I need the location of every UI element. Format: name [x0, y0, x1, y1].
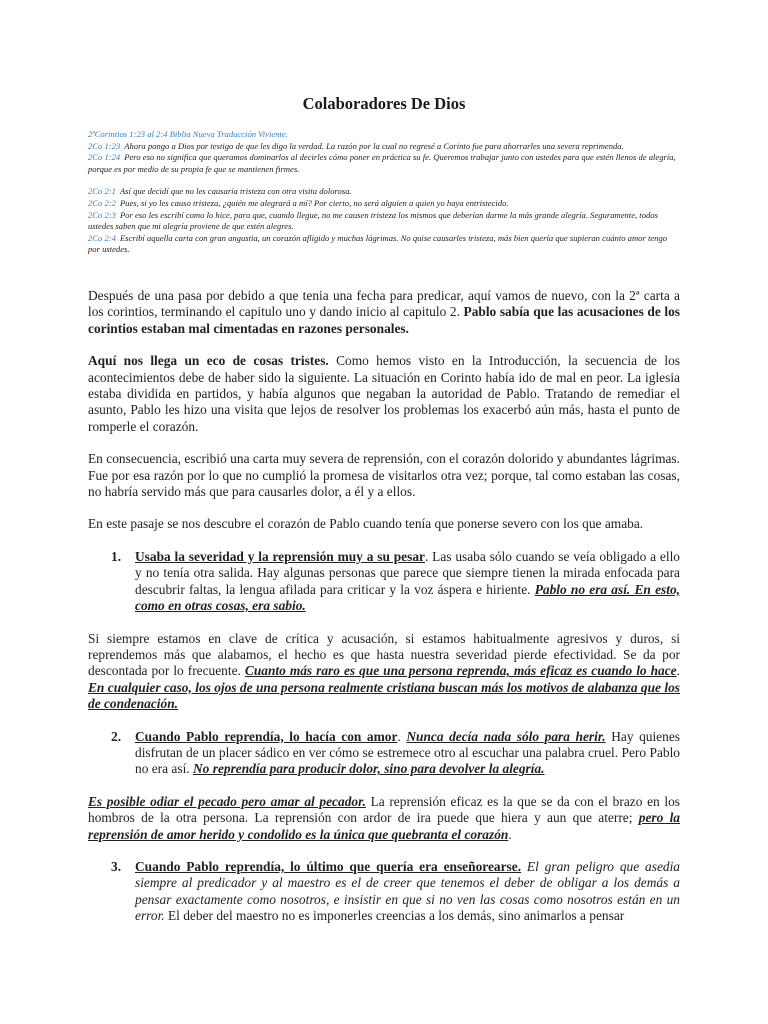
document-body — [88, 288, 680, 941]
item-number: 1. — [111, 548, 122, 564]
text-run: . Las usaba sólo cuando se veía obligado a ello y no tenía otra salida. Hay algunas personas que parece que siempre tienen la mirada enfocada para descubrir faltas, la lengua afilada para criticar y la voz áspera e hiriente. — [135, 548, 680, 597]
bold-italic-underline-run: pero la reprensión de amor herido y condolido es la única que quebranta el corazón — [88, 810, 680, 842]
verse-line — [88, 152, 680, 175]
bold-italic-underline-run: Nunca decía nada sólo para herir. — [406, 728, 606, 744]
italic-run: El gran peligro que asedia siempre al predicador y al maestro es el de creer que tenemos el deber de obligar a los demás a pensar exactamente como nosotros, e insistir en que si no ven las cosas como nosotros están en un error. — [135, 858, 680, 924]
verse-text: Ahora pongo a Dios por testigo de que les digo la verdad. La razón por la cual no regresé a Corinto fue para ahorrarles una severa reprimenda. — [124, 140, 624, 151]
paragraph-echo — [88, 353, 680, 435]
paragraph-criticism — [88, 631, 680, 713]
scripture-references — [88, 129, 680, 256]
scripture-header — [88, 129, 680, 141]
document-title: Colaboradores De Dios — [302, 94, 466, 113]
verse-ref: 2Co 2:2 — [88, 197, 116, 208]
text-run: Si siempre estamos en clave de crítica y acusación, si estamos habitualmente agresivos y duros, si reprendemos más que alabamos, el hecho es que hasta nuestra severidad pierde efectividad. Se da por descontada por lo frecuente. — [88, 630, 680, 679]
bold-italic-underline-run: En cualquier caso, los ojos de una persona realmente cristiana buscan más los motivos de alabanza que los de condenación. — [88, 679, 680, 712]
verse-text: Por eso les escribí como lo hice, para que, cuando llegue, no me causen tristeza los mismos que deberían darme la más grande alegría. Seguramente, todos ustedes saben que mi alegría proviene de que estén alegres. — [88, 209, 658, 232]
bold-italic-underline-run: Pablo no era así. En esto, como en otras cosas, era sabio. — [135, 581, 680, 614]
text-run: Después de una pasa por debido a que tenia una fecha para predicar, aquí vamos de nuevo, con la 2ª carta a los corintios, terminando el capitulo uno y dando inicio al capitulo 2. — [88, 288, 680, 320]
paragraph-heart: En este pasaje se nos descubre el corazón de Pablo cuando tenía que ponerse severo con los que amaba. — [88, 516, 644, 532]
text-run: . — [676, 663, 680, 679]
verse-line — [88, 186, 680, 198]
bold-run: Pablo sabía que las acusaciones de los corintios estaban mal cimentadas en razones personales. — [88, 304, 680, 336]
text-run: . — [397, 728, 407, 744]
verse-ref: 2Co 1:23 — [88, 140, 121, 151]
bold-italic-underline-run: Cuanto más raro es que una persona reprenda, más eficaz es cuando lo hace — [244, 663, 677, 679]
bold-underline-run: Cuando Pablo reprendía, lo último que quería era enseñorearse. — [135, 858, 522, 874]
scripture-header-text: 2ªCorintios 1:23 al 2:4 Biblia Nueva Traducción Viviente. — [88, 129, 288, 139]
bold-italic-underline-run: No reprendía para producir dolor, sino para devolver la alegría. — [193, 761, 545, 777]
numbered-item-1 — [88, 549, 680, 615]
text-run: La reprensión eficaz es la que se da con el brazo en los hombros de la otra persona. La reprensión con ardor de ira puede que hiera y aun que aterre; — [88, 793, 680, 826]
verse-text: Escribí aquella carta con gran angustia, un corazón afligido y muchas lágrimas. No quise causarles tristeza, más bien quería que supieran cuánto amor tengo por ustedes. — [88, 232, 668, 255]
bold-underline-run: Cuando Pablo reprendía, lo hacía con amor — [135, 728, 398, 744]
verse-text: Pero eso no significa que queramos dominarlos al decirles cómo poner en práctica su fe. Queremos trabajar junto con ustedes para que estén llenos de alegría, porque es por medio de su propia fe que se mantienen firmes. — [88, 152, 676, 174]
text-run: . — [508, 826, 512, 842]
verse-line — [88, 198, 680, 210]
verse-text: Así que decidí que no les causaría tristeza con otra visita dolorosa. — [119, 186, 352, 197]
paragraph-intro — [88, 288, 680, 337]
bold-italic-underline-run: Es posible odiar el pecado pero amar al pecador. — [88, 793, 366, 809]
text-run: Como hemos visto en la Introducción, la secuencia de los acontecimientos debe de haber sido la siguiente. La situación en Corinto había ido de mal en peor. La iglesia estaba dividida en partidos, y había algunos que negaban la autoridad de Pablo. Tratando de remediar el asunto, Pablo les hizo una visita que lejos de resolver los problemas los exacerbó aún más, hasta el punto de romperle el corazón. — [88, 353, 680, 434]
verse-ref: 2Co 2:3 — [88, 209, 116, 220]
numbered-item-2 — [88, 729, 680, 778]
bold-underline-run: Usaba la severidad y la reprensión muy a su pesar — [135, 548, 425, 564]
verse-line — [88, 141, 680, 153]
paragraph-letter: En consecuencia, escribió una carta muy severa de reprensión, con el corazón dolorido y abundantes lágrimas. Fue por esa razón por lo que no cumplió la promesa de visitarlos otra vez; porque, tal como estaban las cosas, no habría servido más que para causarles dolor, a él y a ellos. — [88, 451, 680, 500]
verse-line — [88, 210, 680, 233]
verse-text: Pues, si yo les causo tristeza, ¿quién me alegrará a mí? Por cierto, no será alguien a quien yo haya entristecido. — [119, 197, 509, 208]
item-number: 3. — [111, 858, 122, 874]
verse-line — [88, 233, 680, 256]
bold-run: Aquí nos llega un eco de cosas tristes. — [88, 353, 329, 369]
verse-ref: 2Co 2:1 — [88, 186, 116, 197]
item-number: 2. — [111, 728, 122, 744]
verse-ref: 2Co 1:24 — [88, 152, 121, 163]
verse-ref: 2Co 2:4 — [88, 232, 116, 243]
text-run: Hay quienes disfrutan de un placer sádico en ver cómo se estremece otro al escuchar una palabra cruel. Pero Pablo no era así. — [135, 728, 680, 777]
paragraph-sin — [88, 794, 680, 843]
text-run: El deber del maestro no es imponerles creencias a los demás, sino animarlos a pensar — [164, 908, 625, 924]
numbered-item-3 — [88, 859, 680, 925]
